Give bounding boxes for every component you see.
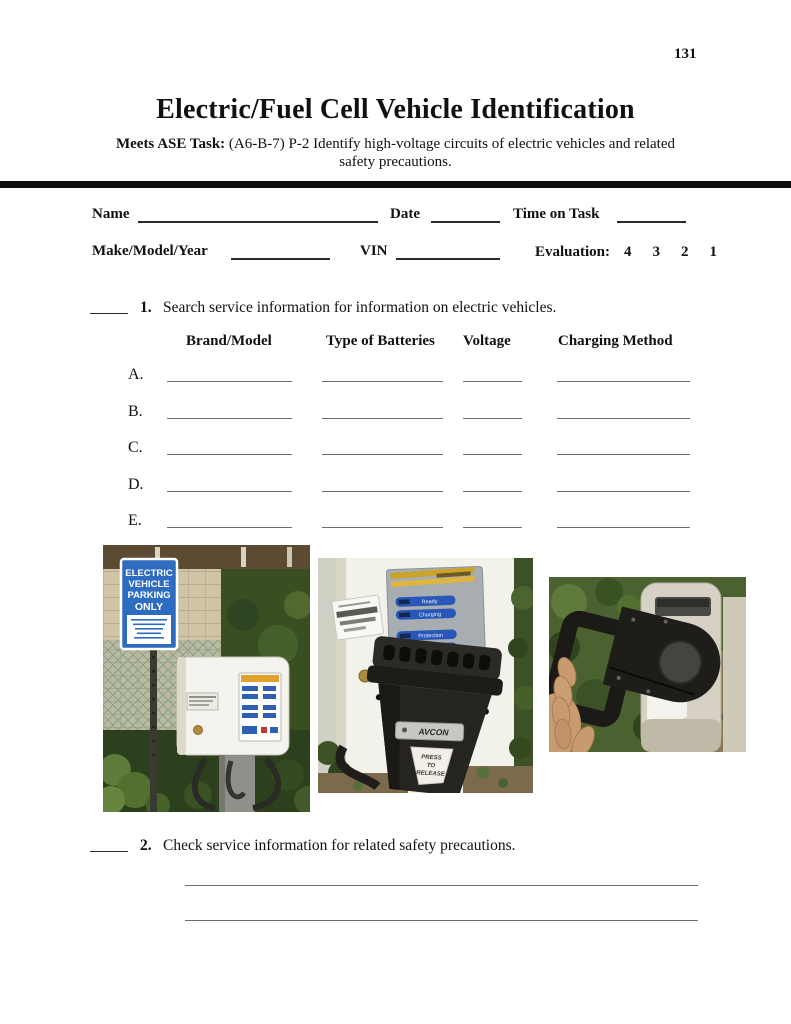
ev-parking-sign (121, 559, 177, 649)
evaluation-score-4: 4 (624, 244, 632, 260)
brand-model-blank (167, 491, 292, 492)
batteries-blank (322, 381, 443, 382)
col-header-charging-method: Charging Method (558, 333, 673, 349)
voltage-blank (463, 454, 522, 455)
make-model-year-blank-line (231, 258, 330, 260)
batteries-blank (322, 454, 443, 455)
vin-blank-line (396, 258, 500, 260)
brand-model-blank (167, 527, 292, 528)
ase-task-line (0, 136, 791, 153)
release-line-3: RELEASE (416, 770, 445, 778)
batteries-blank (322, 418, 443, 419)
ase-task-label: Meets ASE Task: (115, 136, 226, 152)
photo-inductive-paddle-image (549, 577, 746, 752)
q2-text: Check service information for related safety precautions. (163, 837, 516, 854)
service-contact-sticker (332, 595, 384, 640)
release-line-2: TO (426, 762, 436, 770)
vin-label: VIN (360, 243, 388, 259)
time-on-task-label: Time on Task (513, 206, 600, 222)
avcon-label: AVCON (418, 726, 449, 738)
voltage-blank (463, 381, 522, 382)
charging-method-blank (557, 418, 690, 419)
row-label: E. (128, 512, 142, 529)
batteries-blank (322, 491, 443, 492)
voltage-blank (463, 527, 522, 528)
ase-task-text: (A6-B-7) P-2 Identify high-voltage circuits of electric vehicles and related (228, 136, 676, 152)
brand-model-blank (167, 418, 292, 419)
charging-method-blank (557, 527, 690, 528)
release-line-1: PRESS (421, 754, 442, 762)
make-model-year-label: Make/Model/Year (92, 243, 208, 259)
row-label: D. (128, 476, 144, 493)
evaluation-score-2: 2 (681, 244, 689, 260)
page-title: Electric/Fuel Cell Vehicle Identification (156, 94, 635, 125)
panel-label-protection: Protection (418, 632, 444, 640)
sign-line-1: ELECTRIC (125, 568, 173, 579)
evaluation-label: Evaluation: (535, 244, 611, 260)
ase-task-line2: safety precautions. (339, 154, 452, 170)
voltage-blank (463, 418, 522, 419)
panel-label-charging: Charging (418, 611, 442, 619)
row-label: A. (128, 366, 144, 383)
q2-answer-line-2 (185, 920, 698, 921)
q2-answer-line-1 (185, 885, 698, 886)
sign-line-3: PARKING (127, 590, 171, 601)
brand-model-blank (167, 454, 292, 455)
photo-ev-parking-sign-charger (103, 545, 310, 812)
header-divider (0, 181, 791, 188)
sign-line-2: VEHICLE (128, 579, 170, 590)
q2-grade-blank (90, 851, 128, 852)
q1-grade-blank (90, 313, 128, 314)
photo-avcon-connector-station (318, 558, 533, 793)
evaluation-group (535, 243, 717, 261)
date-label: Date (390, 206, 420, 222)
name-blank-line (138, 221, 378, 223)
charging-method-blank (557, 381, 690, 382)
row-label: B. (128, 403, 143, 420)
photo-ev-parking-sign-charger-image (103, 545, 310, 812)
time-on-task-blank-line (617, 221, 686, 223)
voltage-blank (463, 491, 522, 492)
q1-number: 1. (140, 299, 152, 316)
date-blank-line (431, 221, 500, 223)
batteries-blank (322, 527, 443, 528)
col-header-brand-model: Brand/Model (186, 333, 272, 349)
charging-method-blank (557, 454, 690, 455)
q2-number: 2. (140, 837, 152, 854)
photo-avcon-connector-station-image (318, 558, 533, 793)
row-label: C. (128, 439, 143, 456)
evaluation-score-1: 1 (709, 244, 718, 260)
page-number: 131 (674, 46, 697, 62)
q1-text: Search service information for information on electric vehicles. (163, 299, 557, 316)
sign-line-4: ONLY (134, 601, 164, 613)
name-label: Name (92, 206, 130, 222)
panel-label-ready: Ready (421, 598, 438, 606)
evaluation-score-3: 3 (652, 244, 661, 260)
col-header-type-of-batteries: Type of Batteries (326, 333, 435, 349)
brand-model-blank (167, 381, 292, 382)
photo-inductive-paddle (549, 577, 746, 752)
charging-method-blank (557, 491, 690, 492)
col-header-voltage: Voltage (463, 333, 511, 349)
key-lock (194, 726, 203, 735)
